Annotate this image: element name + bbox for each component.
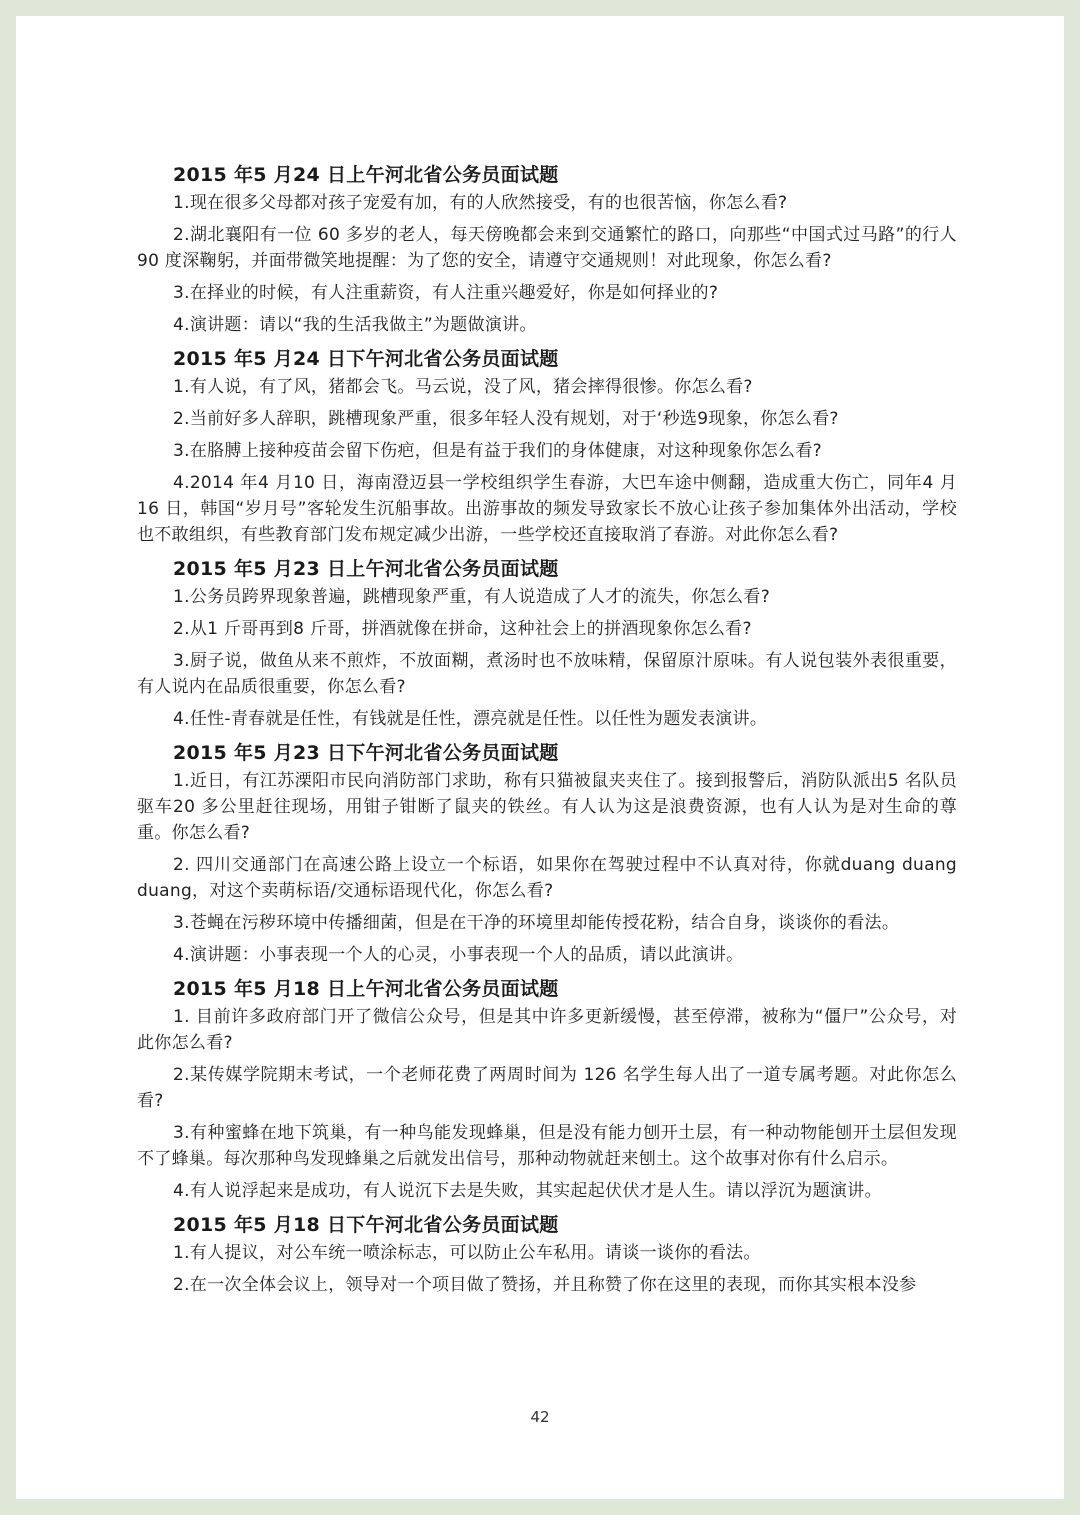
- question: 3.在择业的时候，有人注重薪资，有人注重兴趣爱好，你是如何择业的?: [173, 283, 719, 303]
- question: 4.2014 年4 月10 日，海南澄迈县一学校组织学生春游，大巴车途中侧翻，造成重大伤亡，同年4 月16 日，韩国“岁月号”客轮发生沉船事故。出游事故的频发导致家长不放心让孩子参加集体外出活动，学校也不敢组织，有些教育部门发布规定减少出游，一些学校还直接取消了春游。对此你怎么看?: [137, 473, 957, 545]
- question: 1.近日，有江苏溧阳市民向消防部门求助，称有只猫被鼠夹夹住了。接到报警后，消防队派出5 名队员驱车20 多公里赶往现场，用钳子钳断了鼠夹的铁丝。有人认为这是浪费资源，也有人认为是对生命的尊重。你怎么看?: [137, 771, 957, 843]
- section-1: [137, 160, 957, 338]
- section-title: 2015 年5 月18 日上午河北省公务员面试题: [173, 978, 559, 1000]
- question: 2.在一次全体会议上，领导对一个项目做了赞扬，并且称赞了你在这里的表现，而你其实根本没参: [173, 1275, 917, 1295]
- question: 2.当前好多人辞职，跳槽现象严重，很多年轻人没有规划，对于‘秒选9现象，你怎么看?: [173, 409, 839, 429]
- question: 1. 目前许多政府部门开了微信公众号，但是其中许多更新缓慢，甚至停滞，被称为“僵尸”公众号，对此你怎么看?: [137, 1007, 957, 1053]
- question: 2.从1 斤哥再到8 斤哥，拼酒就像在拼命，这种社会上的拼酒现象你怎么看?: [173, 619, 752, 639]
- question: 4.有人说浮起来是成功，有人说沉下去是失败，其实起起伏伏才是人生。请以浮沉为题演讲。: [173, 1181, 882, 1201]
- section-title: 2015 年5 月24 日上午河北省公务员面试题: [173, 164, 559, 186]
- question: 3.在胳膊上接种疫苗会留下伤疤，但是有益于我们的身体健康，对这种现象你怎么看?: [173, 441, 822, 461]
- question: 2. 四川交通部门在高速公路上设立一个标语，如果你在驾驶过程中不认真对待，你就duang duang duang，对这个卖萌标语/交通标语现代化，你怎么看?: [137, 855, 957, 901]
- question: 1.有人提议，对公车统一喷涂标志，可以防止公车私用。请谈一谈你的看法。: [173, 1243, 761, 1263]
- section-5: [137, 974, 957, 1204]
- section-4: [137, 738, 957, 968]
- question: 2.某传媒学院期末考试，一个老师花费了两周时间为 126 名学生每人出了一道专属考题。对此你怎么看?: [137, 1065, 957, 1111]
- question: 3.厨子说，做鱼从来不煎炸，不放面糊，煮汤时也不放味精，保留原汁原味。有人说包装外表很重要，有人说内在品质很重要，你怎么看?: [137, 651, 957, 697]
- section-title: 2015 年5 月23 日下午河北省公务员面试题: [173, 742, 559, 764]
- question: 4.演讲题：请以“我的生活我做主”为题做演讲。: [173, 315, 537, 335]
- page-number: 42: [530, 1408, 550, 1426]
- document-content: [137, 160, 957, 1304]
- question: 4.演讲题：小事表现一个人的心灵，小事表现一个人的品质，请以此演讲。: [173, 945, 744, 965]
- question: 3.有种蜜蜂在地下筑巢，有一种鸟能发现蜂巢，但是没有能力刨开土层，有一种动物能刨开土层但发现不了蜂巢。每次那种鸟发现蜂巢之后就发出信号，那种动物就赶来刨土。这个故事对你有什么启示。: [137, 1123, 957, 1169]
- section-2: [137, 344, 957, 548]
- section-title: 2015 年5 月23 日上午河北省公务员面试题: [173, 558, 559, 580]
- section-title: 2015 年5 月24 日下午河北省公务员面试题: [173, 348, 559, 370]
- section-title: 2015 年5 月18 日下午河北省公务员面试题: [173, 1214, 559, 1236]
- question: 4.任性-青春就是任性，有钱就是任性，漂亮就是任性。以任性为题发表演讲。: [173, 709, 768, 729]
- question: 1.有人说，有了风，猪都会飞。马云说，没了风，猪会摔得很惨。你怎么看?: [173, 377, 753, 397]
- question: 3.苍蝇在污秽环境中传播细菌，但是在干净的环境里却能传授花粉，结合自身，谈谈你的看法。: [173, 913, 900, 933]
- question: 2.湖北襄阳有一位 60 多岁的老人，每天傍晚都会来到交通繁忙的路口，向那些“中国式过马路”的行人90 度深鞠躬，并面带微笑地提醒：为了您的安全，请遵守交通规则！对此现象，你怎么看?: [137, 225, 957, 271]
- section-3: [137, 554, 957, 732]
- question: 1.现在很多父母都对孩子宠爱有加，有的人欣然接受，有的也很苦恼，你怎么看?: [173, 193, 788, 213]
- document-page: [16, 16, 1064, 1499]
- question: 1.公务员跨界现象普遍，跳槽现象严重，有人说造成了人才的流失，你怎么看?: [173, 587, 771, 607]
- section-6: [137, 1210, 957, 1298]
